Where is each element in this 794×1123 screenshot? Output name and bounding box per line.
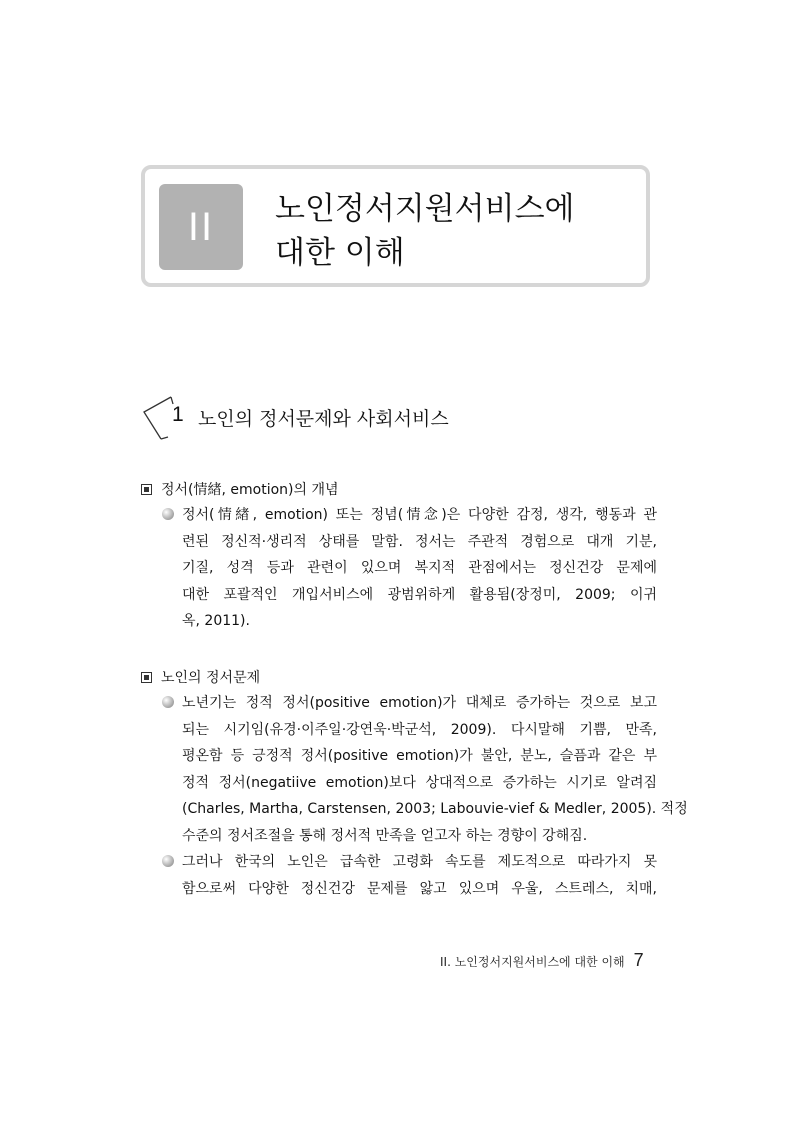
chapter-title <box>275 187 574 275</box>
section-heading <box>141 394 561 444</box>
paragraph-line: 함으로써 다양한 정신건강 문제를 앓고 있으며 우울, 스트레스, 치매, <box>182 880 657 897</box>
chapter-title-line1: 노인정서지원서비스에 <box>275 191 575 227</box>
paragraph-line: (Charles, Martha, Carstensen, 2003; Labouvie-vief & Medler, 2005). 적정 <box>182 801 688 817</box>
paragraph-line: 수준의 정서조절을 통해 정서적 만족을 얻고자 하는 경향이 강해짐. <box>182 827 588 844</box>
running-footer-title: II. 노인정서지원서비스에 대한 이해 <box>440 955 625 969</box>
paragraph-line: 대한 포괄적인 개입서비스에 광범위하게 활용됨(장정미, 2009; 이귀 <box>182 586 657 603</box>
subsection-heading <box>141 667 260 687</box>
bullet-paragraph <box>162 690 688 902</box>
paragraph-line: 정적 정서(negatiive emotion)보다 상대적으로 증가하는 시기로 알려짐 <box>182 774 657 791</box>
paragraph-line: 련된 정신적·생리적 상태를 말함. 정서는 주관적 경험으로 대개 기분, <box>182 533 657 550</box>
chapter-title-line2: 대한 이해 <box>275 235 405 271</box>
square-bullet-icon <box>141 484 152 495</box>
paragraph-line: 노년기는 정적 정서(positive emotion)가 대체로 증가하는 것으로 보고 <box>162 690 657 717</box>
bullet-paragraph <box>162 502 657 635</box>
paragraph-line: 평온함 등 긍정적 정서(positive emotion)가 불안, 분노, 슬픔과 같은 부 <box>182 748 657 764</box>
subsection-heading-text: 정서(情緖, emotion)의 개념 <box>161 482 339 498</box>
chapter-number-badge: II <box>159 184 243 270</box>
paragraph-line: 그러나 한국의 노인은 급속한 고령화 속도를 제도적으로 따라가지 못 <box>162 849 657 876</box>
subsection-heading-text: 노인의 정서문제 <box>161 670 261 686</box>
section-title: 노인의 정서문제와 사회서비스 <box>198 408 449 430</box>
sphere-bullet-icon <box>162 696 174 708</box>
sphere-bullet-icon <box>162 508 174 520</box>
sphere-bullet-icon <box>162 855 174 867</box>
paragraph-line: 기질, 성격 등과 관련이 있으며 복지적 관점에서는 정신건강 문제에 <box>182 560 657 576</box>
page-footer <box>440 950 644 971</box>
paragraph-line: 되는 시기임(유경·이주일·강연욱·박군석, 2009). 다시말해 기쁨, 만족, <box>182 721 657 738</box>
chapter-header-box <box>141 165 650 287</box>
square-bullet-icon <box>141 672 152 683</box>
section-number: 1 <box>172 403 184 426</box>
paragraph-line: 정서(情緖, emotion) 또는 정념(情念)은 다양한 감정, 생각, 행동과 관 <box>162 502 657 529</box>
paragraph-line: 옥, 2011). <box>182 613 250 629</box>
page-number: 7 <box>633 950 644 970</box>
subsection-heading <box>141 479 339 499</box>
